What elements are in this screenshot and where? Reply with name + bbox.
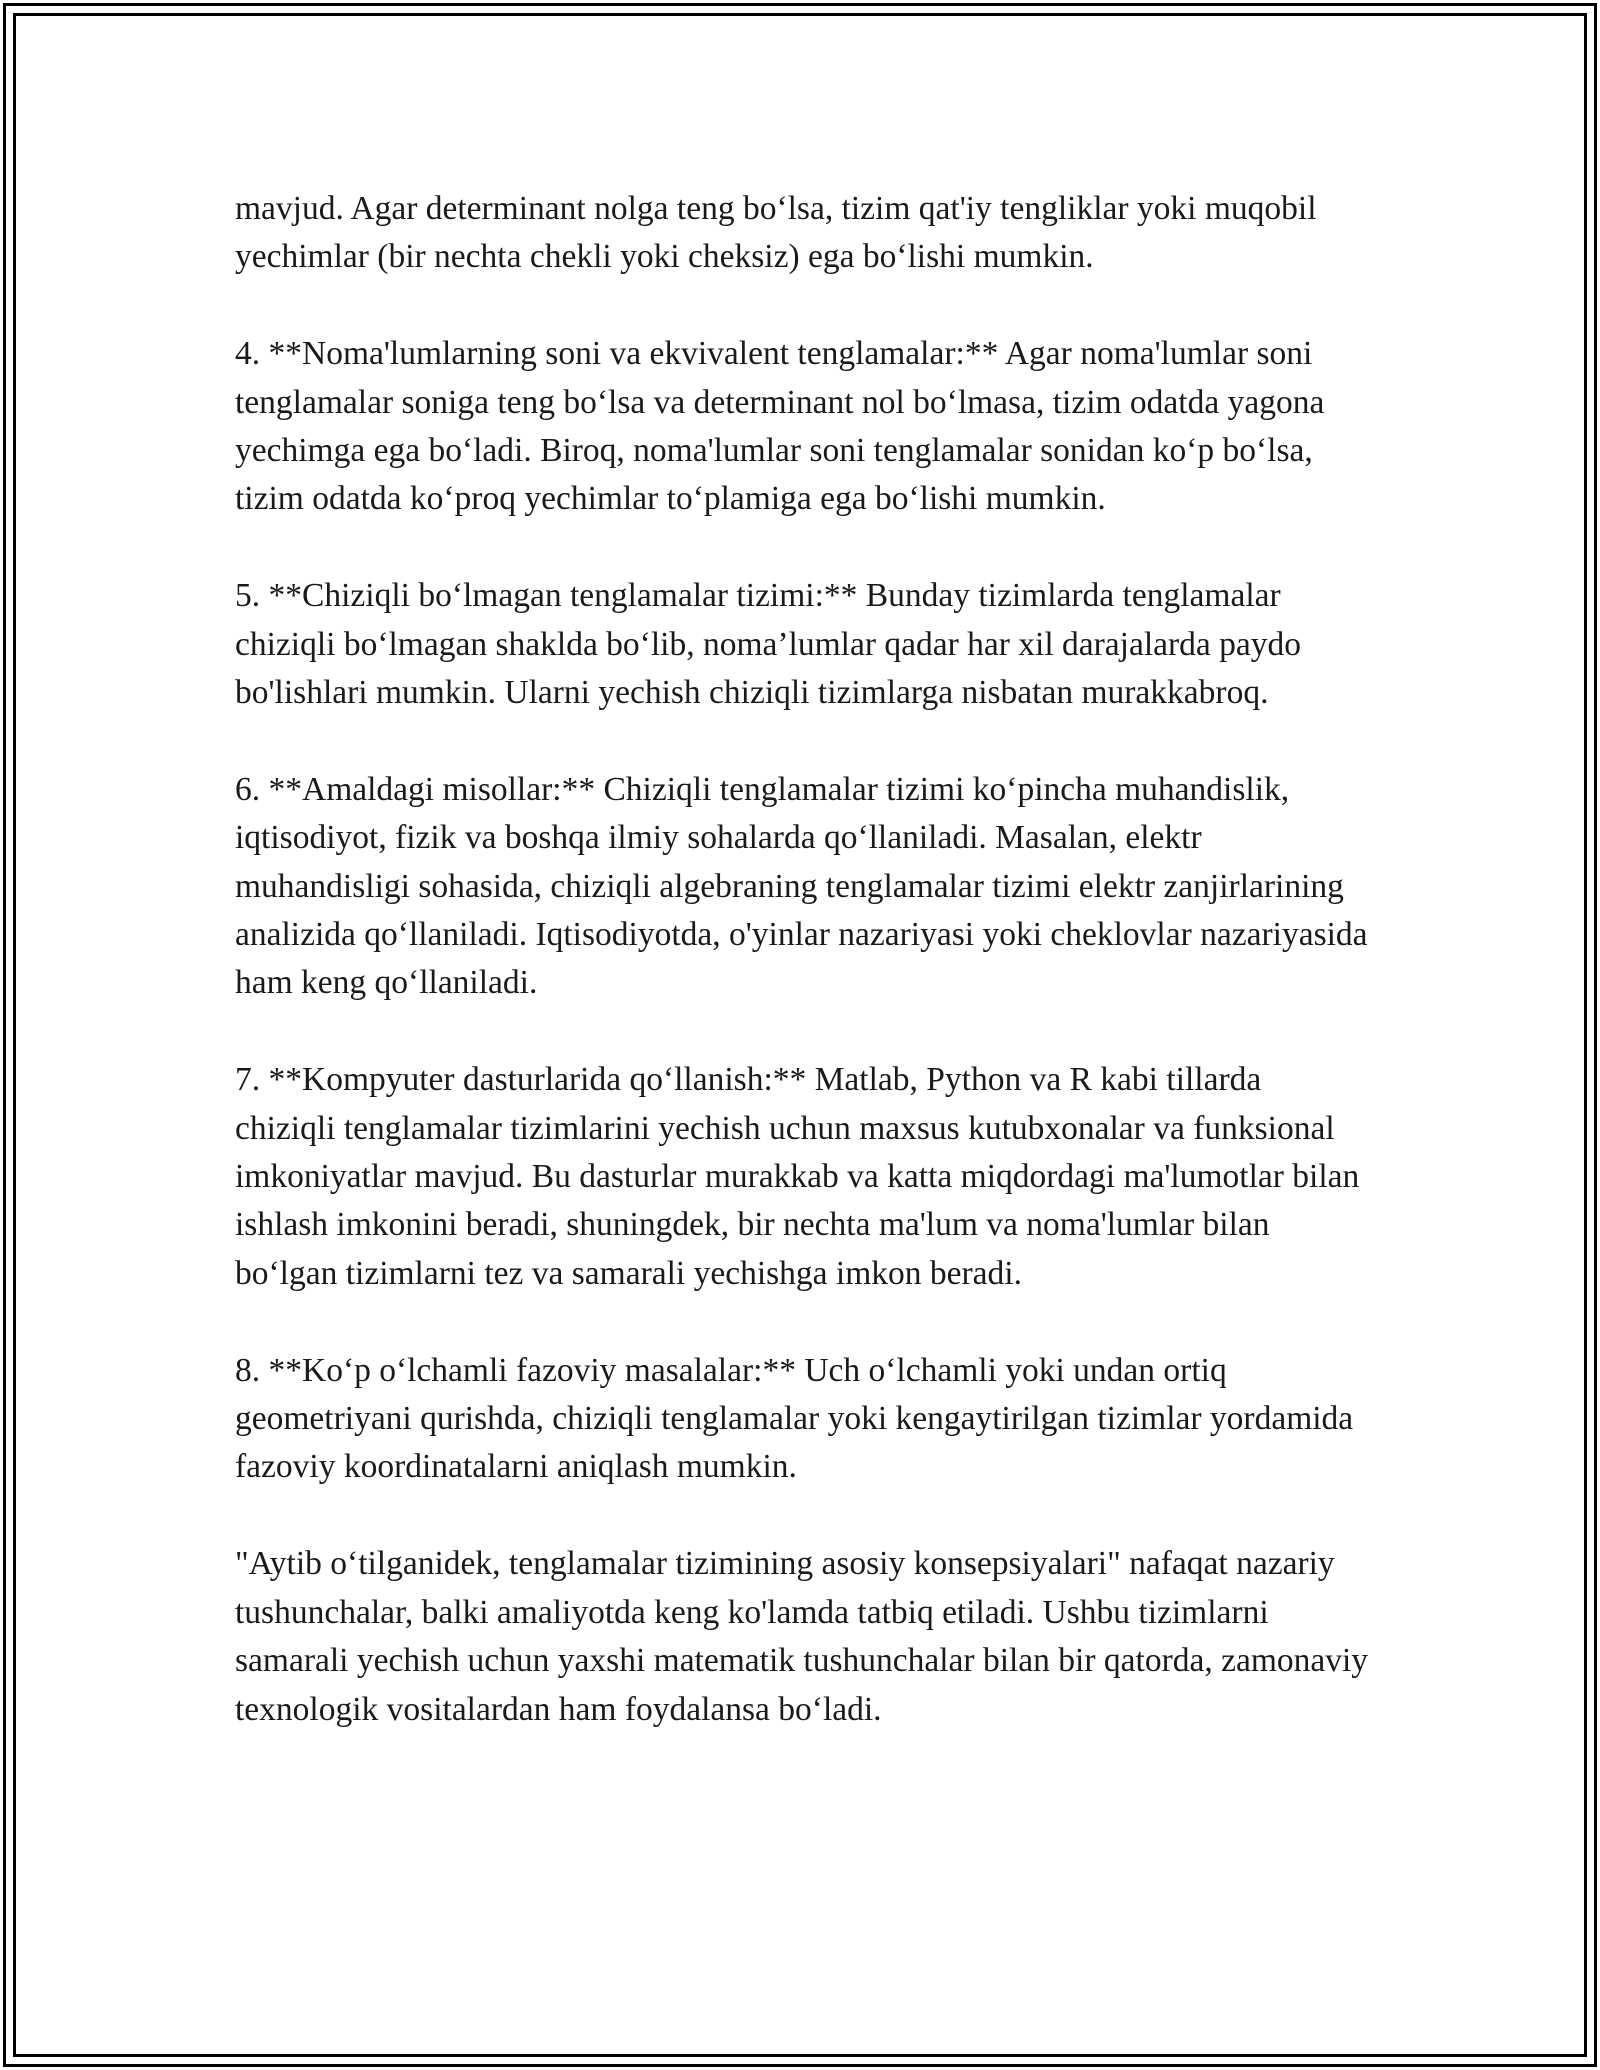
paragraph-item-6: 6. **Amaldagi misollar:** Chiziqli tenglamalar tizimi koʻpincha muhandislik, iqtisodiyot, fizik va boshqa ilmiy sohalarda qoʻllaniladi. Masalan, elektr muhandisligi sohasida, chiziqli algebraning tenglamalar tizimi elektr zanjirlarining analizida qoʻllaniladi. Iqtisodiyotda, o'yinlar nazariyasi yoki cheklovlar nazariyasida ham keng qoʻllaniladi. (235, 770, 1368, 1002)
paragraph-item-5: 5. **Chiziqli boʻlmagan tenglamalar tizimi:** Bunday tizimlarda tenglamalar chiziqli boʻlmagan shaklda boʻlib, noma’lumlar qadar har xil darajalarda paydo bo'lishlari mumkin. Ularni yechish chiziqli tizimlarga nisbatan murakkabroq. (235, 577, 1302, 712)
paragraph-conclusion: "Aytib oʻtilganidek, tenglamalar tizimining asosiy konsepsiyalari" nafaqat nazariy tushunchalar, balki amaliyotda keng ko'lamda tatbiq etiladi. Ushbu tizimlarni samarali yechish uchun yaxshi matematik tushunchalar bilan bir qatorda, zamonaviy texnologik vositalardan ham foydalansa boʻladi. (235, 1545, 1369, 1728)
paragraph-continuation: mavjud. Agar determinant nolga teng boʻlsa, tizim qat'iy tengliklar yoki muqobil yechimlar (bir nechta chekli yoki cheksiz) ega boʻlishi mumkin. (235, 190, 1317, 276)
paragraph-item-8: 8. **Koʻp oʻlchamli fazoviy masalalar:** Uch oʻlchamli yoki undan ortiq geometriyani qurishda, chiziqli tenglamalar yoki kengaytirilgan tizimlar yordamida fazoviy koordinatalarni aniqlash mumkin. (235, 1351, 1354, 1486)
paragraph-item-4: 4. **Noma'lumlarning soni va ekvivalent tenglamalar:** Agar noma'lumlar soni tenglamalar soniga teng boʻlsa va determinant nol boʻlmasa, tizim odatda yagona yechimga ega boʻladi. Biroq, noma'lumlar soni tenglamalar sonidan koʻp boʻlsa, tizim odatda koʻproq yechimlar toʻplamiga ega boʻlishi mumkin. (235, 335, 1325, 518)
document-body (235, 185, 1370, 1734)
paragraph-item-7: 7. **Kompyuter dasturlarida qoʻllanish:** Matlab, Python va R kabi tillarda chiziqli tenglamalar tizimlarini yechish uchun maxsus kutubxonalar va funksional imkoniyatlar mavjud. Bu dasturlar murakkab va katta miqdordagi ma'lumotlar bilan ishlash imkonini beradi, shuningdek, bir nechta ma'lum va noma'lumlar bilan boʻlgan tizimlarni tez va samarali yechishga imkon beradi. (235, 1061, 1360, 1292)
